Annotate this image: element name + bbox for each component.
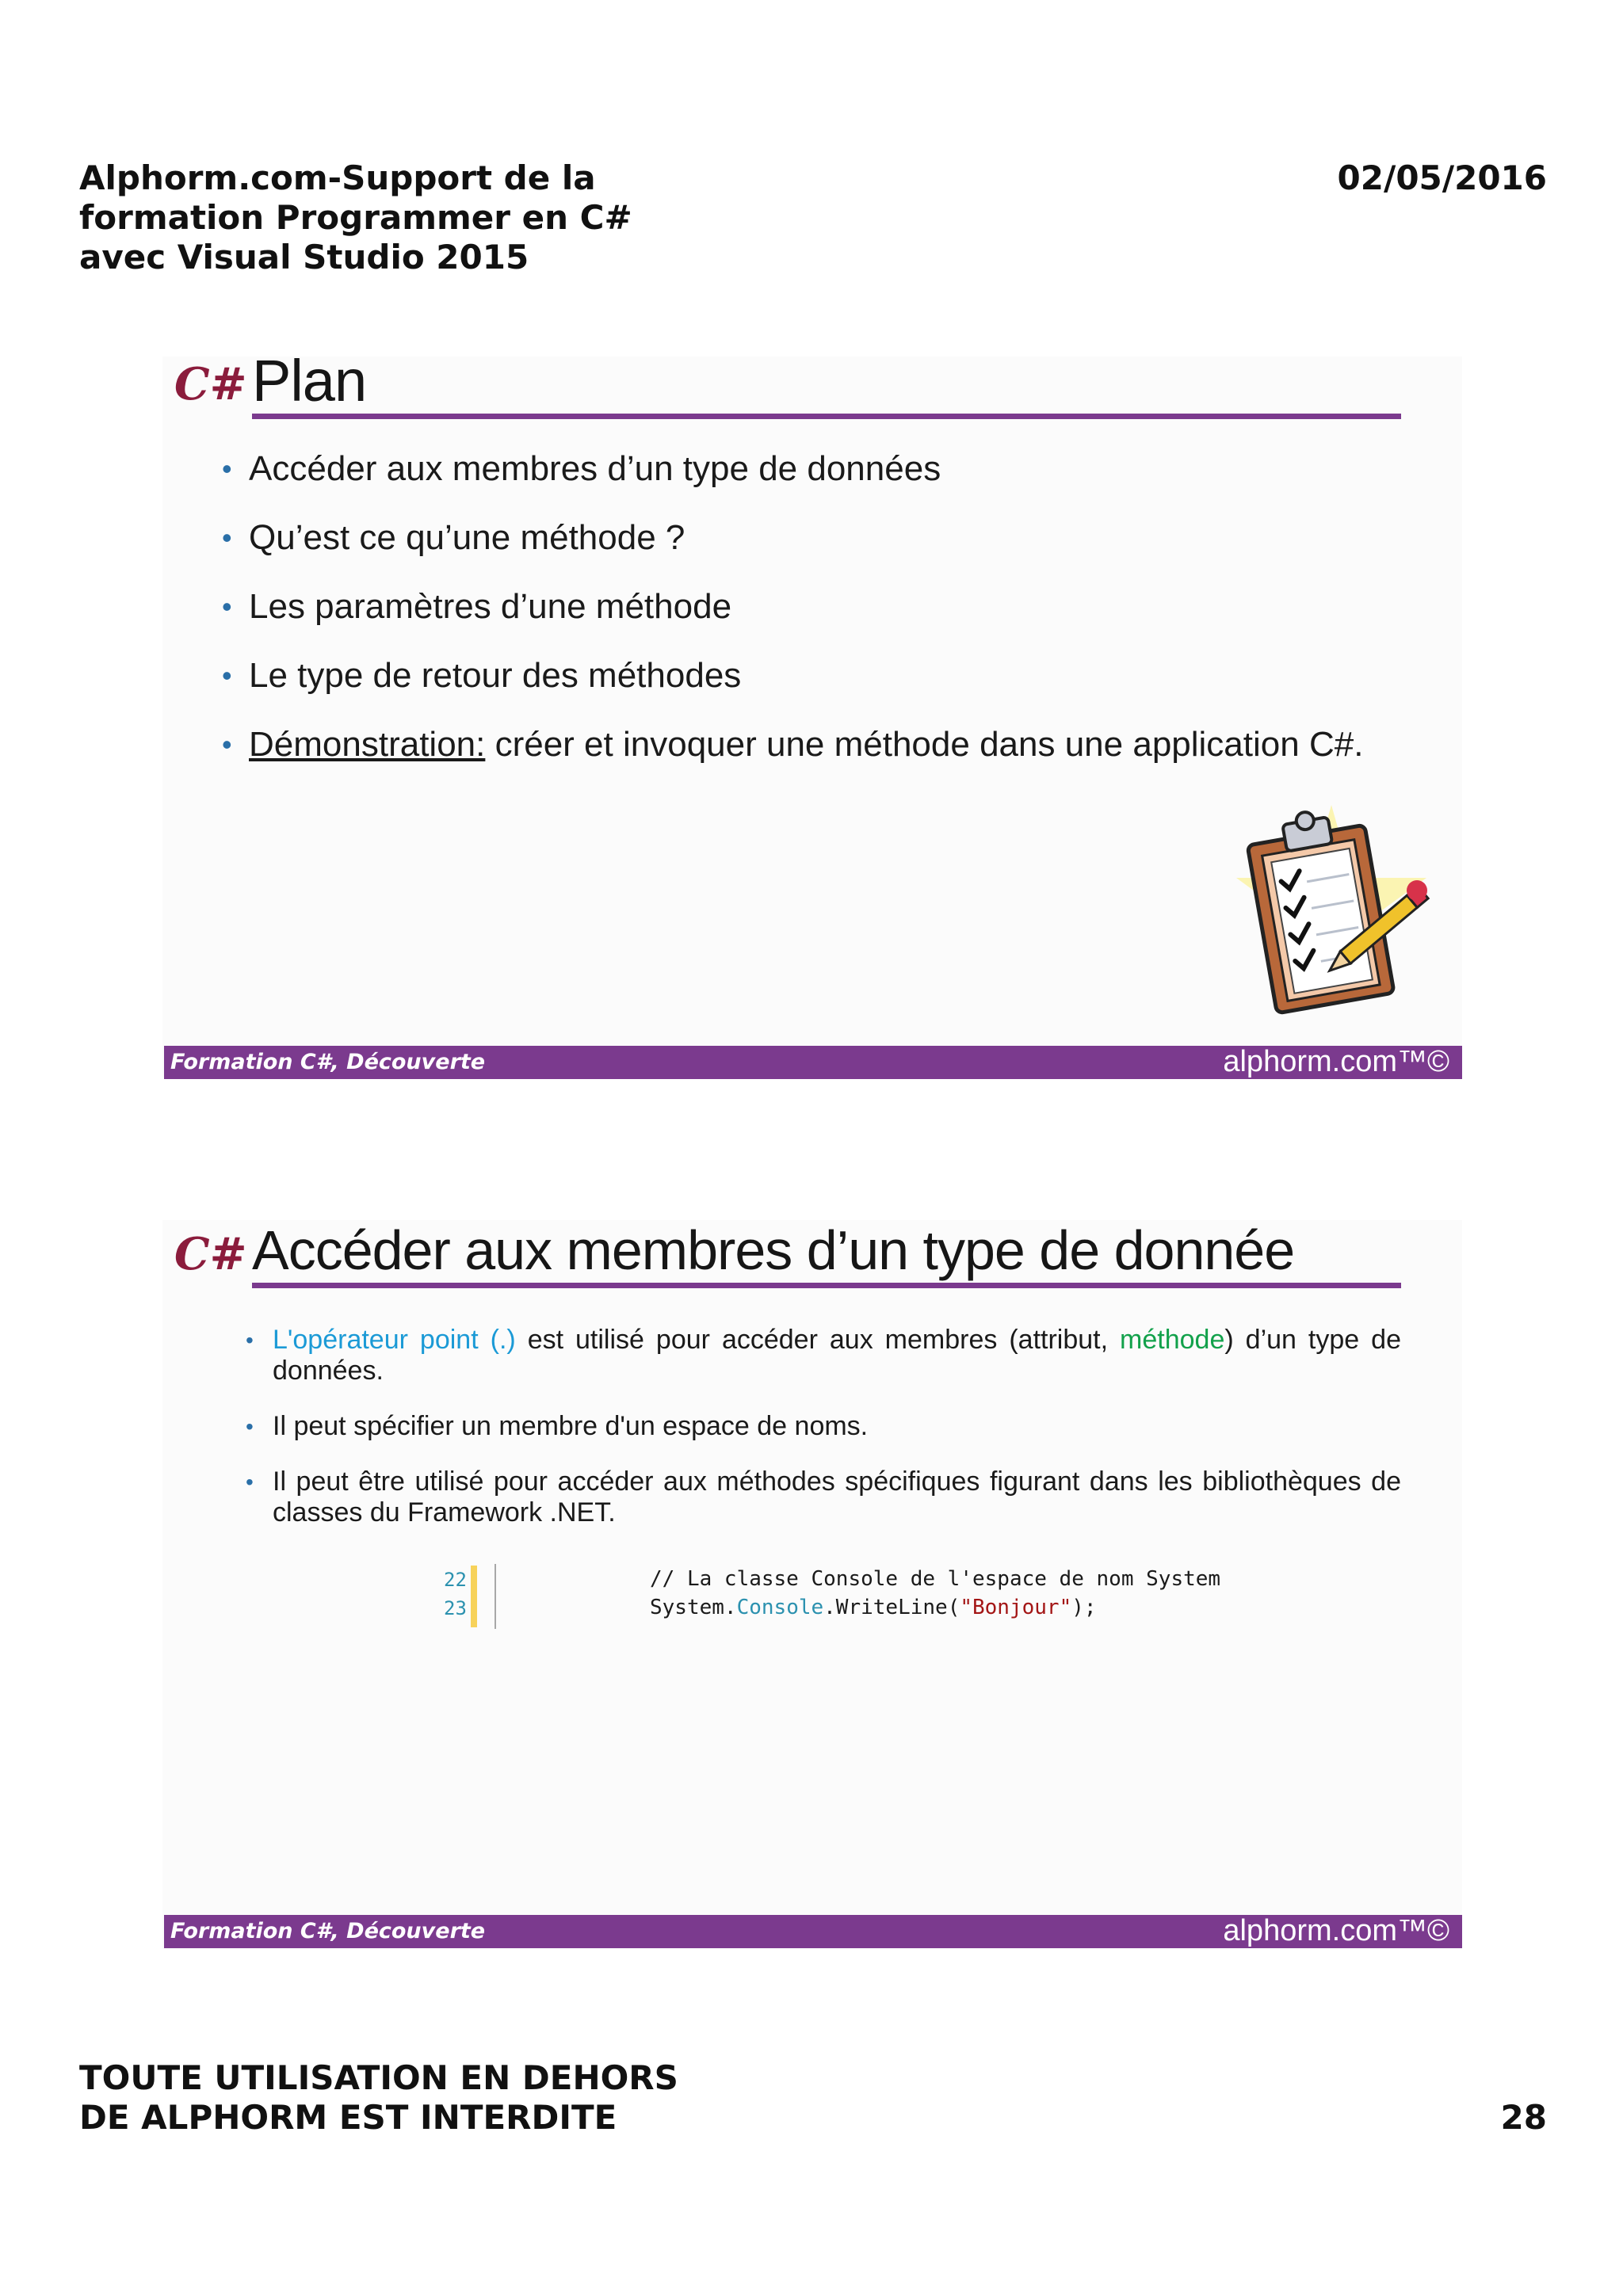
slide-1-title: Plan — [252, 348, 367, 414]
notice-line: TOUTE UTILISATION EN DEHORS — [79, 2058, 678, 2097]
bullet-icon: • — [222, 590, 232, 623]
agenda-item: • Accéder aux membres d’un type de données — [222, 448, 1363, 517]
page-number: 28 — [1500, 2098, 1547, 2137]
code-statement: System.Console.WriteLine("Bonjour"); — [650, 1596, 1097, 1619]
slide-1-footer-bar — [164, 1046, 1462, 1079]
slide-1-csharp-logo: C# — [174, 358, 247, 410]
agenda-item: • Qu’est ce qu’une méthode ? — [222, 517, 1363, 585]
line-number: 22 — [444, 1569, 467, 1591]
header-line: Alphorm.com-Support de la — [79, 158, 596, 197]
slide-1-agenda-list — [222, 448, 1363, 792]
header-line: avec Visual Studio 2015 — [79, 238, 529, 277]
bullet-icon: • — [246, 1414, 254, 1439]
code-snippet — [437, 1564, 1325, 1629]
header-date: 02/05/2016 — [1337, 158, 1547, 197]
bullet-item: • L'opérateur point (.) est utilisé pour accéder aux membres (attribut, méthode) d’un type de données. — [246, 1325, 1401, 1386]
bullet-icon: • — [222, 728, 232, 761]
slide-2-title-rule — [252, 1283, 1401, 1288]
bullet-icon: • — [222, 452, 232, 485]
slide-1-footer-course: Formation C#, Découverte — [170, 1050, 486, 1074]
bullet-icon: • — [222, 659, 232, 692]
slide-1-title-rule — [252, 414, 1401, 419]
slide-2-title: Accéder aux membres d’un type de donnée — [252, 1219, 1295, 1281]
bullet-icon: • — [246, 1470, 254, 1494]
slide-2-bullet-list — [246, 1325, 1401, 1553]
demo-label: Démonstration: — [249, 725, 486, 764]
usage-notice — [79, 2058, 678, 2138]
header-line: formation Programmer en C# — [79, 198, 632, 237]
notice-line: DE ALPHORM EST INTERDITE — [79, 2098, 617, 2137]
slide-2-csharp-logo: C# — [174, 1228, 247, 1280]
bullet-icon: • — [246, 1328, 254, 1352]
slide-2-footer-brand: alphorm.com™© — [1223, 1914, 1449, 1947]
slide-2-footer-course: Formation C#, Découverte — [170, 1919, 486, 1943]
change-marker — [471, 1566, 477, 1627]
slide-2-footer-bar — [164, 1915, 1462, 1948]
agenda-item: • Le type de retour des méthodes — [222, 654, 1363, 723]
document-header — [79, 158, 682, 277]
agenda-item-demo — [222, 723, 1363, 792]
code-comment: // La classe Console de l'espace de nom System — [650, 1567, 1221, 1591]
demo-text: créer et invoquer une méthode dans une application C#. — [485, 725, 1364, 764]
bullet-icon: • — [222, 521, 232, 554]
slide-1-footer-brand: alphorm.com™© — [1223, 1045, 1449, 1078]
gutter-divider — [495, 1564, 496, 1629]
line-number: 23 — [444, 1597, 467, 1619]
clipboard-checklist-icon — [1212, 802, 1442, 1028]
bullet-item: • Il peut être utilisé pour accéder aux méthodes spécifiques figurant dans les bibliothèques de classes du Framework .NET. — [246, 1466, 1401, 1527]
bullet-item: • Il peut spécifier un membre d'un espace de noms. — [246, 1411, 869, 1441]
dot-operator-term: L'opérateur point (.) — [273, 1325, 516, 1355]
method-term: méthode — [1120, 1325, 1225, 1355]
agenda-item: • Les paramètres d’une méthode — [222, 585, 1363, 654]
